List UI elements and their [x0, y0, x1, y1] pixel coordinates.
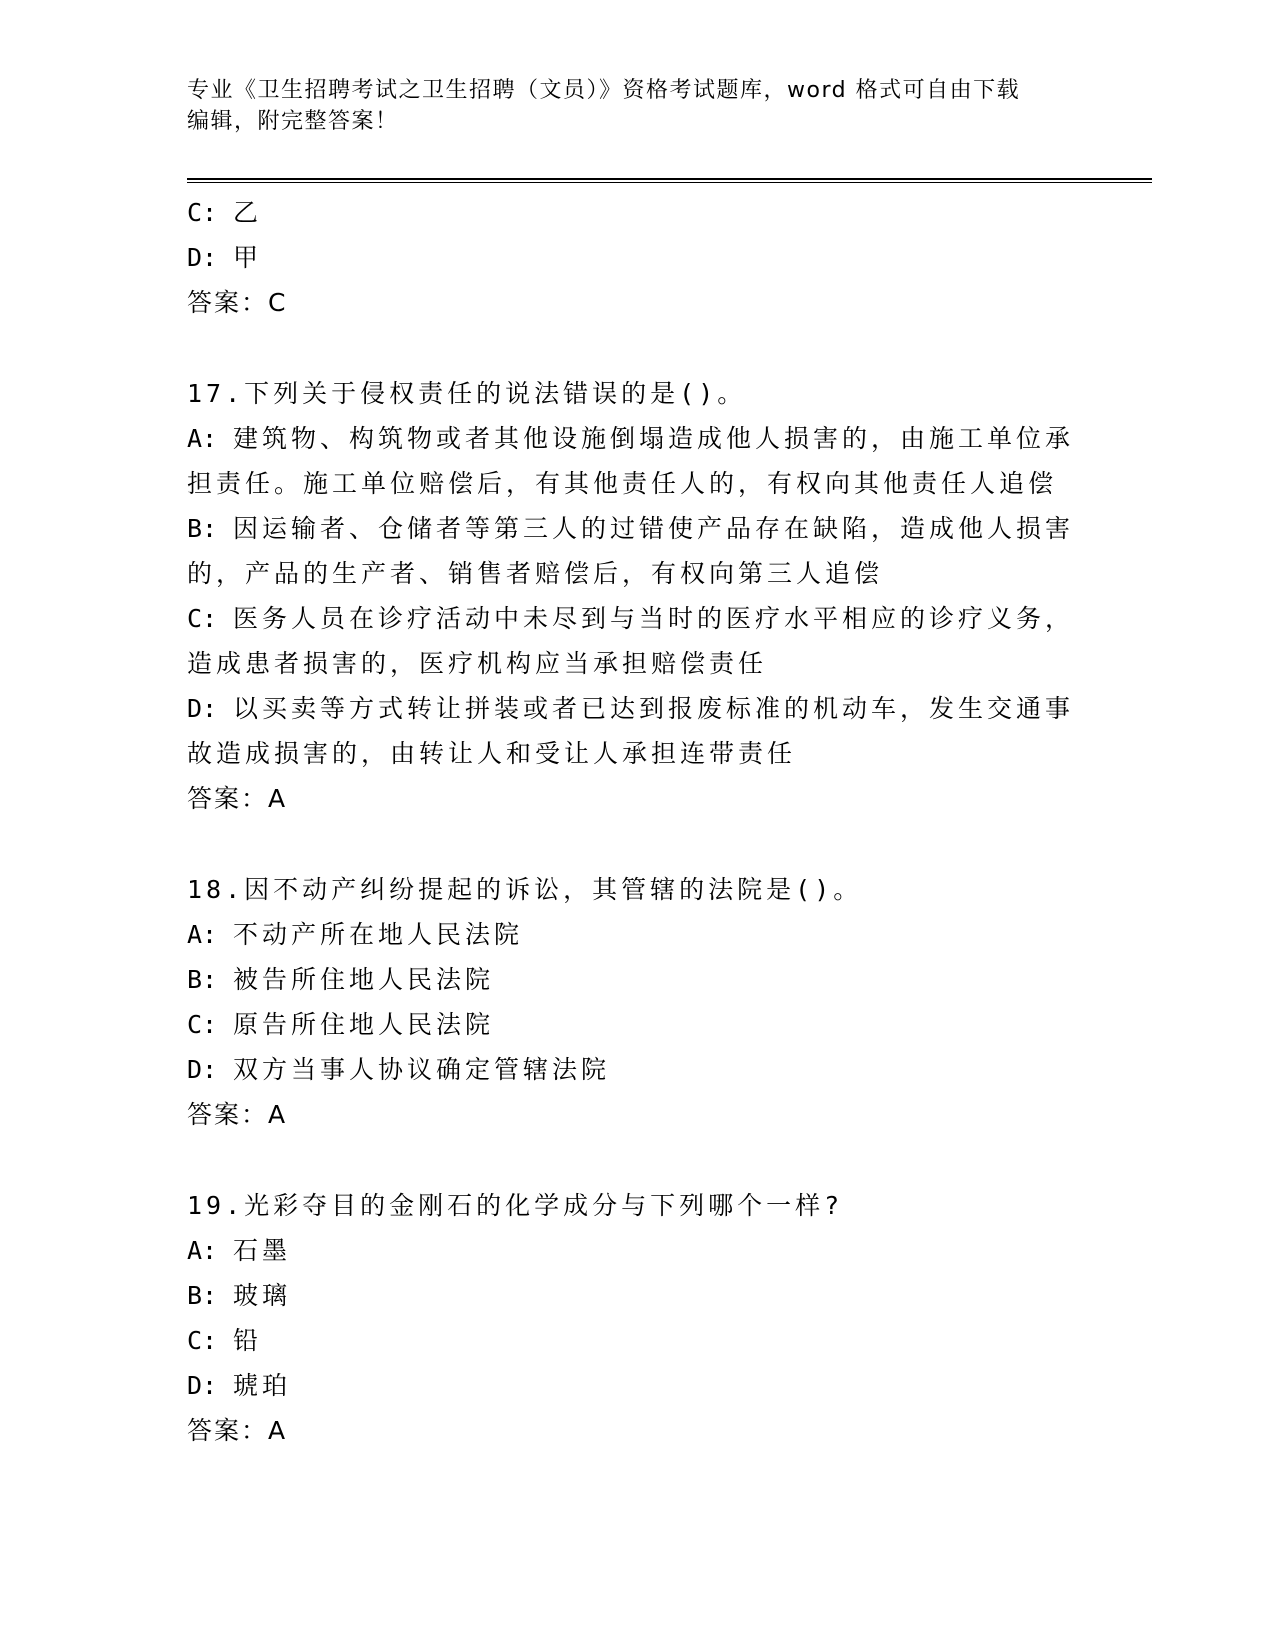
header-line-1: 专业《卫生招聘考试之卫生招聘（文员）》资格考试题库，word 格式可自由下载 [187, 78, 1021, 103]
option-d-continued: 故造成损害的，由转让人和受让人承担连带责任 [187, 739, 797, 768]
answer-line: 答案：A [187, 1100, 288, 1129]
option-c: C: 医务人员在诊疗活动中未尽到与当时的医疗水平相应的诊疗义务， [187, 604, 1075, 633]
question-19-stem: 19.光彩夺目的金刚石的化学成分与下列哪个一样? [187, 1191, 844, 1220]
document-header [187, 75, 1067, 137]
answer-line: 答案：C [187, 288, 288, 317]
option-c-continued: 造成患者损害的，医疗机构应当承担赔偿责任 [187, 649, 768, 678]
option-a: A: 建筑物、构筑物或者其他设施倒塌造成他人损害的，由施工单位承 [187, 424, 1075, 453]
option-d: D: 琥珀 [187, 1371, 292, 1400]
question-content [187, 190, 1087, 1453]
option-a: A: 石墨 [187, 1236, 292, 1265]
header-divider-top [187, 178, 1152, 180]
answer-line: 答案：A [187, 1416, 288, 1445]
header-line-2: 编辑，附完整答案！ [187, 109, 399, 134]
option-c: C: 原告所住地人民法院 [187, 1010, 495, 1039]
option-b: B: 被告所住地人民法院 [187, 965, 495, 994]
option-d: D: 以买卖等方式转让拼装或者已达到报废标准的机动车，发生交通事 [187, 694, 1075, 723]
option-c: C: 铅 [187, 1326, 263, 1355]
answer-line: 答案：A [187, 784, 288, 813]
question-17-stem: 17.下列关于侵权责任的说法错误的是()。 [187, 379, 747, 408]
option-d: D: 甲 [187, 243, 263, 272]
option-a-continued: 担责任。施工单位赔偿后，有其他责任人的，有权向其他责任人追偿 [187, 469, 1058, 498]
header-divider-bottom [187, 182, 1152, 183]
option-b-continued: 的，产品的生产者、销售者赔偿后，有权向第三人追偿 [187, 559, 884, 588]
option-c: C: 乙 [187, 198, 263, 227]
question-18-stem: 18.因不动产纠纷提起的诉讼，其管辖的法院是()。 [187, 875, 863, 904]
option-b: B: 因运输者、仓储者等第三人的过错使产品存在缺陷，造成他人损害 [187, 514, 1075, 543]
option-a: A: 不动产所在地人民法院 [187, 920, 524, 949]
option-b: B: 玻璃 [187, 1281, 292, 1310]
option-d: D: 双方当事人协议确定管辖法院 [187, 1055, 611, 1084]
